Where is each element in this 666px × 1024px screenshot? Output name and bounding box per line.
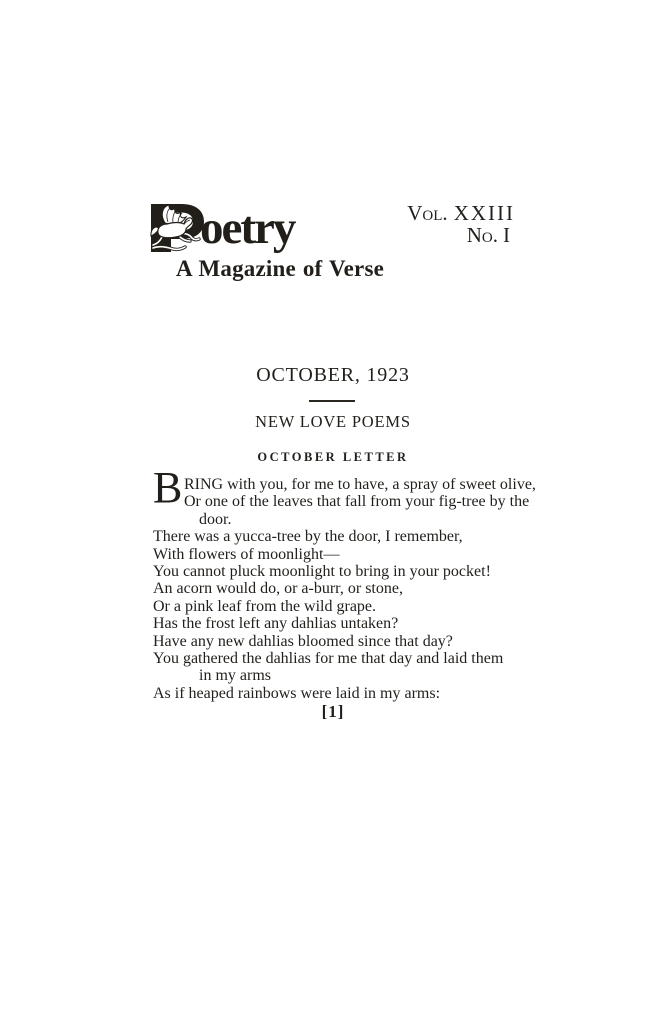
divider-rule [309,400,355,402]
poem-line: As if heaped rainbows were laid in my arms: [153,684,441,702]
logo-wordmark: oetry [200,202,295,254]
volume-info [407,203,515,246]
poem-line: Has the frost left any dahlias untaken? [153,615,399,633]
poem-line: in my arms [199,667,271,685]
poem-line: You gathered the dahlias for me that day and laid them [153,650,504,668]
poem-body [153,463,573,702]
poem-line: There was a yucca-tree by the door, I remember, [153,528,463,546]
poem-line: Or a pink leaf from the wild grape. [153,597,377,615]
poem-line: RING with you, for me to have, a spray of sweet olive, [184,476,536,493]
poem-title: OCTOBER LETTER [257,450,409,464]
number-line [407,225,515,246]
poem-line: With flowers of moonlight— [153,545,340,563]
drop-cap: B [153,463,183,512]
poem-line: door. [199,510,232,528]
section-heading: NEW LOVE POEMS [255,412,411,431]
volume-line [407,203,515,224]
magazine-tagline: A Magazine of Verse [176,256,385,281]
poem-line: An acorn would do, or a-burr, or stone, [153,580,403,598]
pegasus-logo-icon [149,202,204,254]
poem-line: Or one of the leaves that fall from your fig-tree by the [184,493,530,511]
page-number: [1] [321,702,345,721]
poem-line: Have any new dahlias bloomed since that day? [153,632,453,650]
issue-date-heading: OCTOBER, 1923 [256,364,410,386]
number-value: I [503,223,511,247]
number-label: No. [466,223,498,247]
volume-value: XXIII [453,201,515,225]
volume-label: Vol. [407,201,448,225]
poem-line: You cannot pluck moonlight to bring in your pocket! [153,563,491,581]
